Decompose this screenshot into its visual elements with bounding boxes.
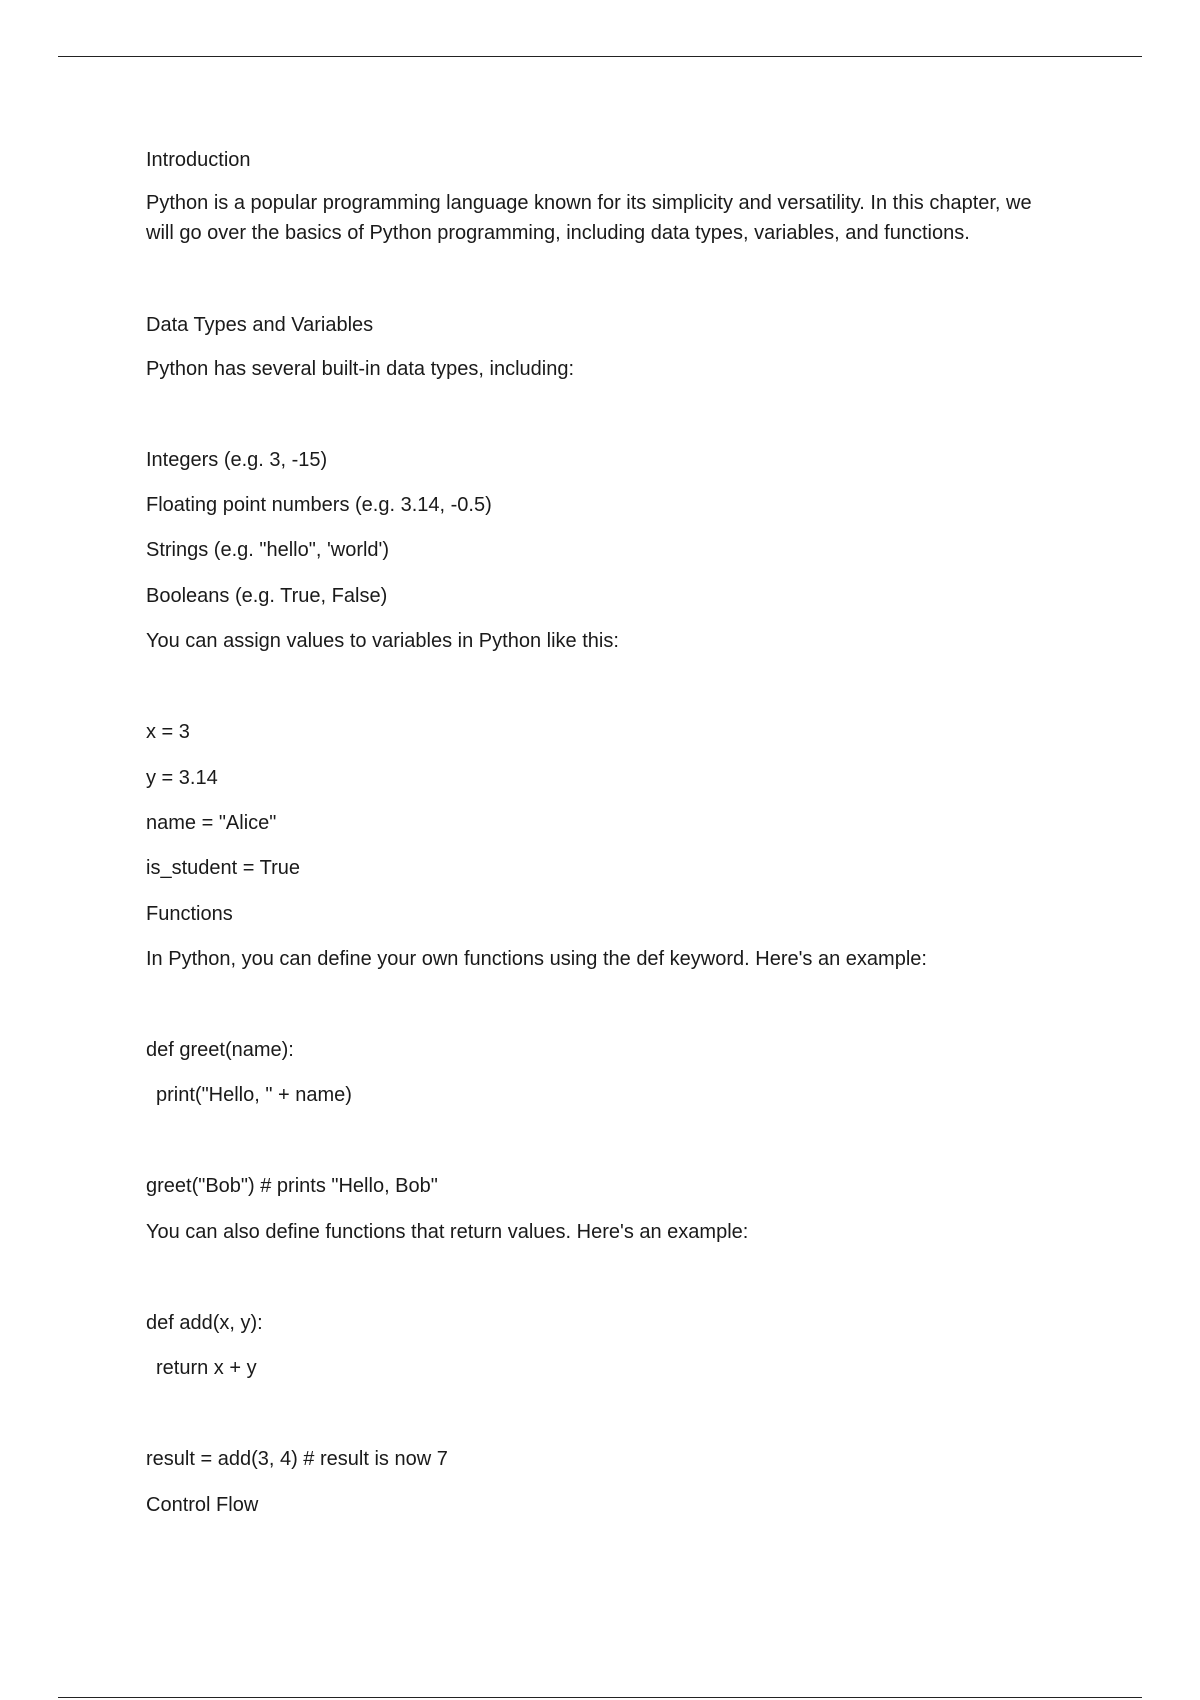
code-line: def greet(name): [146, 1039, 294, 1061]
functions-heading: Functions [146, 903, 233, 925]
code-line: def add(x, y): [146, 1312, 263, 1334]
return-intro: You can also define functions that return values. Here's an example: [146, 1221, 749, 1243]
intro-paragraph: Python is a popular programming language known for its simplicity and versatility. In this chapter, we will go over the basics of Python programming, including data types, variables, and functions. [146, 192, 1032, 244]
control-flow-heading: Control Flow [146, 1494, 259, 1516]
code-line: x = 3 [146, 721, 190, 743]
data-types-heading: Data Types and Variables [146, 314, 374, 336]
intro-heading: Introduction [146, 149, 251, 171]
list-item: Floating point numbers (e.g. 3.14, -0.5) [146, 494, 492, 516]
list-item: Integers (e.g. 3, -15) [146, 449, 328, 471]
code-line: result = add(3, 4) # result is now 7 [146, 1448, 448, 1470]
code-line: name = "Alice" [146, 812, 277, 834]
footer-rule [58, 1697, 1142, 1698]
code-line: greet("Bob") # prints "Hello, Bob" [146, 1175, 438, 1197]
code-line: is_student = True [146, 857, 300, 879]
code-line: return x + y [156, 1357, 257, 1379]
code-line: print("Hello, " + name) [156, 1084, 352, 1106]
list-item: Strings (e.g. "hello", 'world') [146, 539, 390, 561]
list-item: Booleans (e.g. True, False) [146, 585, 388, 607]
data-types-lead: Python has several built-in data types, including: [146, 358, 575, 380]
header-rule [58, 56, 1142, 57]
code-line: y = 3.14 [146, 767, 218, 789]
assign-intro: You can assign values to variables in Python like this: [146, 630, 619, 652]
functions-intro: In Python, you can define your own functions using the def keyword. Here's an example: [146, 948, 927, 970]
